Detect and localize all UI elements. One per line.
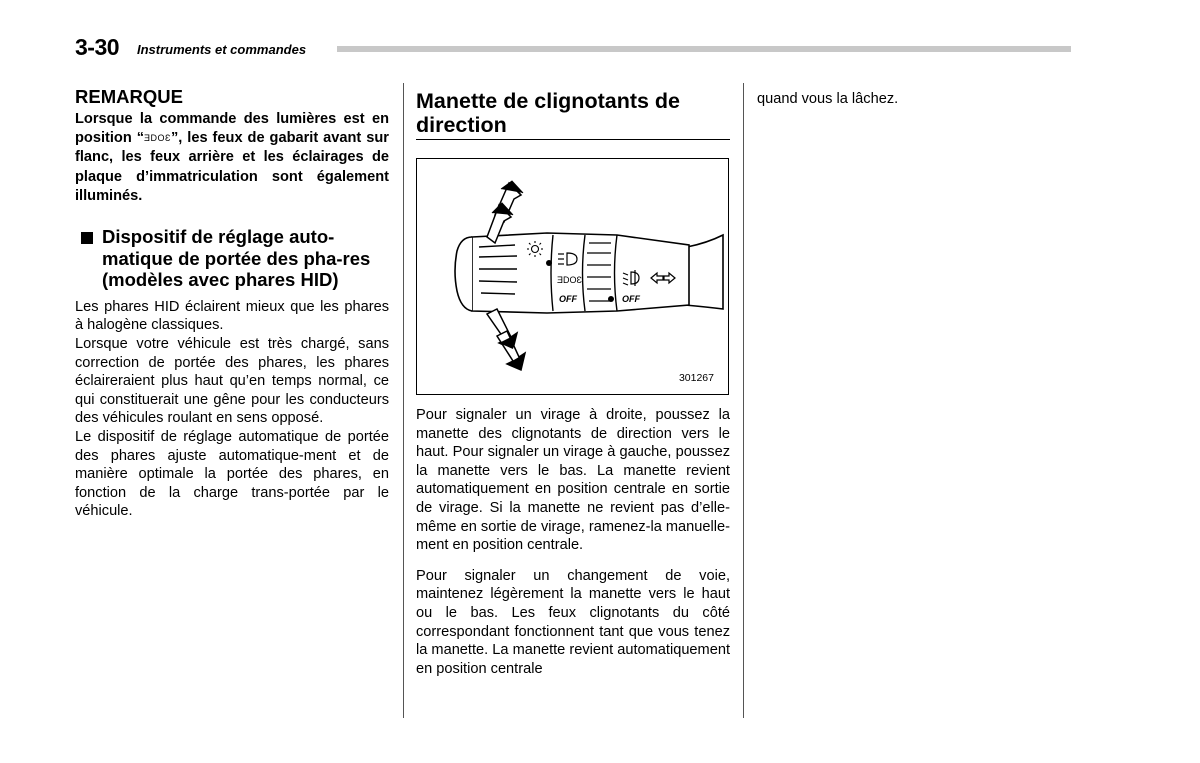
remark-body [75,110,389,206]
subsection-heading [75,226,389,291]
column-divider-1 [403,83,404,718]
paragraph: Pour signaler un virage à droite, poussez la manette des clignotants de direction vers le haut. Pour signaler un virage à gauche, poussez la manette vers le bas. La manette revient automatiquement en position centrale en sortie de virage. Si la manette ne revient pas d’elle-même en sortie de virage, ramenez-la manuelle-ment en position centrale. [416,407,730,554]
down-arrow-icon [487,309,525,370]
remark-title: REMARQUE [75,86,183,107]
remark-text-before: Lorsque la commande des lumières est en position “ [75,111,389,147]
header-rule [337,46,1071,52]
figure-code: 301267 [678,372,714,384]
continuation-text: quand vous la lâchez. [757,91,899,107]
column-left [75,86,389,521]
remark-text-after: ”, les feux de gabarit avant sur flanc, les feux arrière et les éclairages de plaque d’immatriculation sont également illuminés. [75,130,389,204]
section-title: Manette de clignotants de direction [416,89,730,140]
column-divider-2 [743,83,744,718]
section-body [416,406,730,678]
up-arrow-icon [487,181,523,243]
page-header [75,34,1075,60]
off-label-1: OFF [559,294,577,304]
column-middle [416,89,730,678]
paragraph: Lorsque votre véhicule est très chargé, sans correction de portée des phares, les phares éclaireraient plus haut qu’en temps normal, ce qui constituerait une gêne pour les conducteurs des véhicules roulant en sens opposé. [75,335,389,427]
paragraph: Le dispositif de réglage automatique de portée des phares ajuste automatique-ment et de manière optimale la portée des phares, en fonction de la charge trans-portée par le véhicule. [75,428,389,520]
subsection-body [75,298,389,521]
subsection-title: Dispositif de réglage auto-matique de portée des pha-res (modèles avec phares HID) [102,226,371,291]
edge-symbol: ƎDOƐ [144,133,171,144]
paragraph: Les phares HID éclairent mieux que les phares à halogène classiques. [75,298,389,334]
turn-signal-lever-figure [416,158,729,395]
paragraph: Pour signaler un changement de voie, maintenez légèrement la manette vers le haut ou le bas. Les feux clignotants du côté correspondant fonctionnent tant que vous tenez la manette. La manette revient automatiquement en position centrale [416,567,730,677]
chapter-title: Instruments et commandes [137,42,307,57]
page-number: 3-30 [75,34,120,60]
off-label-2: OFF [622,294,640,304]
column-right [757,90,1071,109]
lever-illustration [417,159,728,394]
square-bullet-icon [81,232,93,244]
edge-label: ƎDOƐ [557,275,582,285]
